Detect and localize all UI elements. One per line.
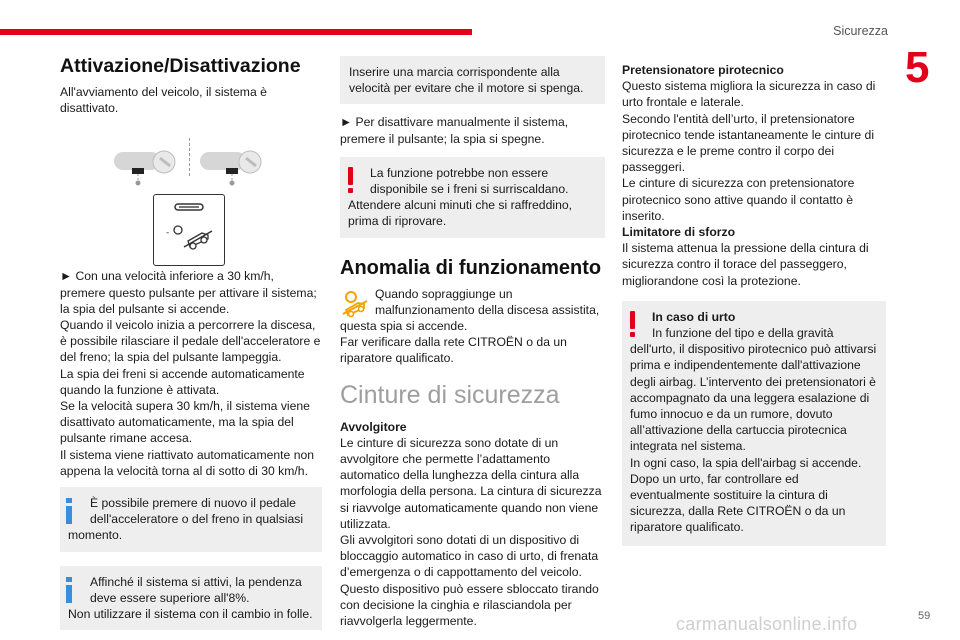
figure-separator: [189, 138, 190, 176]
info-box: [60, 566, 322, 631]
crash-warning-text: dell'urto, il dispositivo pirotecnico può attivarsi prima e indipendentemente dall'attivazione degli airbag. L’intervento dei pretensionatori è accompagnato da una leggera esalazione di fumo innocuo e da un rumore, dovuto all’attivazione della cartuccia pirotecnica integrata nel sistema.: [630, 342, 877, 454]
note-box-text: Inserire una marcia corrispondente alla velocità per evitare che il motore si spenga.: [349, 65, 584, 96]
svg-text:-: -: [166, 228, 170, 239]
hill-descent-button: [153, 194, 225, 266]
activation-paragraph: Il sistema viene riattivato automaticamente non appena la velocità torna al di sotto di 30 km/h.: [60, 447, 315, 478]
anomaly-block: [340, 286, 605, 367]
warning-lamp-left-icon: [112, 146, 178, 186]
info-icon: [66, 577, 72, 603]
warning-box-text: [348, 165, 597, 197]
warning-lamp-right-icon: [198, 146, 264, 186]
retractor-paragraph: Gli avvolgitori sono dotati di un dispositivo di bloccaggio automatico in caso di urto, di frenata d’emergenza o di cappottamento del veicolo. Questo dispositivo può essere sbloccato tirando con decisione la cinghia e rilasciandola per riavvolgerla leggermente.: [340, 533, 599, 629]
info-box-rest: Non utilizzare il sistema con il cambio in folle.: [68, 607, 313, 622]
info-box-text: [68, 574, 314, 606]
activation-paragraph: Se la velocità supera 30 km/h, il sistema viene disattivato automaticamente, ma la spia del pulsante rimane accesa.: [60, 399, 310, 446]
limiter-heading: Limitatore di sforzo: [622, 225, 736, 240]
page-number: 59: [918, 610, 931, 622]
dashboard-figure: [60, 126, 322, 254]
info-icon: [66, 498, 72, 524]
activation-paragraph: Quando il veicolo inizia a percorrere la discesa, è possibile rilasciare il pedale dell'acceleratore e del freno; la spia del pulsante lampeggia.: [60, 318, 321, 365]
crash-warning-box: [622, 301, 886, 546]
section-title: Sicurezza: [833, 24, 888, 38]
info-box-text: [68, 495, 314, 527]
anomaly-note: Far verificare dalla rete CITROËN o da un riparatore qualificato.: [340, 335, 567, 366]
info-box-first: Affinché il sistema si attivi, la pendenza deve essere superiore all'8%.: [90, 574, 302, 605]
retractor-paragraph: Le cinture di sicurezza sono dotate di un avvolgitore che permette l’adattamento automatico della lunghezza della cintura alla morfologia della persona. La cintura di sicurezza si riavvolge automaticamente quando non viene utilizzata.: [340, 435, 602, 531]
hill-descent-icon: [154, 195, 224, 265]
crash-warning-text: Dopo un urto, far controllare ed eventualmente sostituire la cintura di sicurezza, dalla Rete CITROËN o da un riparatore qualificato.: [630, 471, 846, 535]
deactivation-step: ► Per disattivare manualmente il sistema, premere il pulsante; la spia si spegne.: [340, 115, 569, 146]
info-box: [60, 487, 322, 552]
pretensioner-heading: Pretensionatore pirotecnico: [622, 63, 784, 77]
info-box-first: È possibile premere di nuovo il pedale dell'acceleratore o del freno in qualsiasi: [90, 496, 304, 527]
activation-step: ► Con una velocità inferiore a 30 km/h, premere questo pulsante per attivare il sistema; la spia del pulsante si accende.: [60, 269, 317, 316]
limiter-paragraph: Il sistema attenua la pressione della cintura di sicurezza contro il torace del passeggero, migliorandone così la protezione.: [622, 241, 869, 288]
middle-column: [340, 54, 605, 629]
crash-warning-first: In funzione del tipo e della gravità: [652, 326, 834, 341]
retractor-heading: Avvolgitore: [340, 419, 407, 434]
chapter-number: 5: [905, 43, 930, 92]
warning-box-first: La funzione potrebbe non essere disponibile se i freni si surriscaldano.: [370, 165, 569, 197]
header-accent-bar: [0, 29, 472, 35]
watermark: carmanualsonline.info: [676, 614, 858, 634]
pretensioner-paragraph: Questo sistema migliora la sicurezza in caso di urto frontale e laterale.: [622, 79, 876, 110]
pretensioner-paragraph: Le cinture di sicurezza con pretensionatore pirotecnico sono attive quando il contatto è inserito.: [622, 176, 855, 223]
activation-paragraph: La spia dei freni si accende automaticamente quando la funzione è attivata.: [60, 366, 305, 397]
left-column: [60, 54, 322, 638]
anomaly-text: Quando sopraggiunge un malfunzionamento della discesa assistita,: [375, 286, 600, 317]
crash-warning-title: [630, 309, 878, 325]
note-box: [340, 56, 605, 104]
crash-warning-text: In ogni caso, la spia dell'airbag si accende.: [630, 455, 862, 470]
warning-icon: [628, 311, 638, 337]
warning-box-rest: Attendere alcuni minuti che si raffreddino, prima di riprovare.: [348, 198, 573, 229]
seatbelts-heading: Cinture di sicurezza: [340, 380, 560, 409]
hill-descent-warning-lamp-icon: [340, 288, 370, 318]
crash-warning-title-text: In caso di urto: [652, 309, 736, 324]
right-column: [622, 62, 886, 554]
anomaly-text-rest: questa spia si accende.: [340, 319, 468, 334]
warning-icon: [346, 167, 356, 193]
pretensioner-paragraph: Secondo l'entità dell’urto, il pretensionatore pirotecnico tende istantaneamente le cinture di sicurezza e le preme contro il corpo dei passeggeri.: [622, 111, 875, 175]
activation-intro: All'avviamento del veicolo, il sistema è disattivato.: [60, 85, 267, 116]
info-box-rest: momento.: [68, 528, 123, 543]
warning-box: [340, 157, 605, 238]
activation-heading: Attivazione/Disattivazione: [60, 55, 301, 77]
anomaly-heading: Anomalia di funzionamento: [340, 256, 602, 279]
